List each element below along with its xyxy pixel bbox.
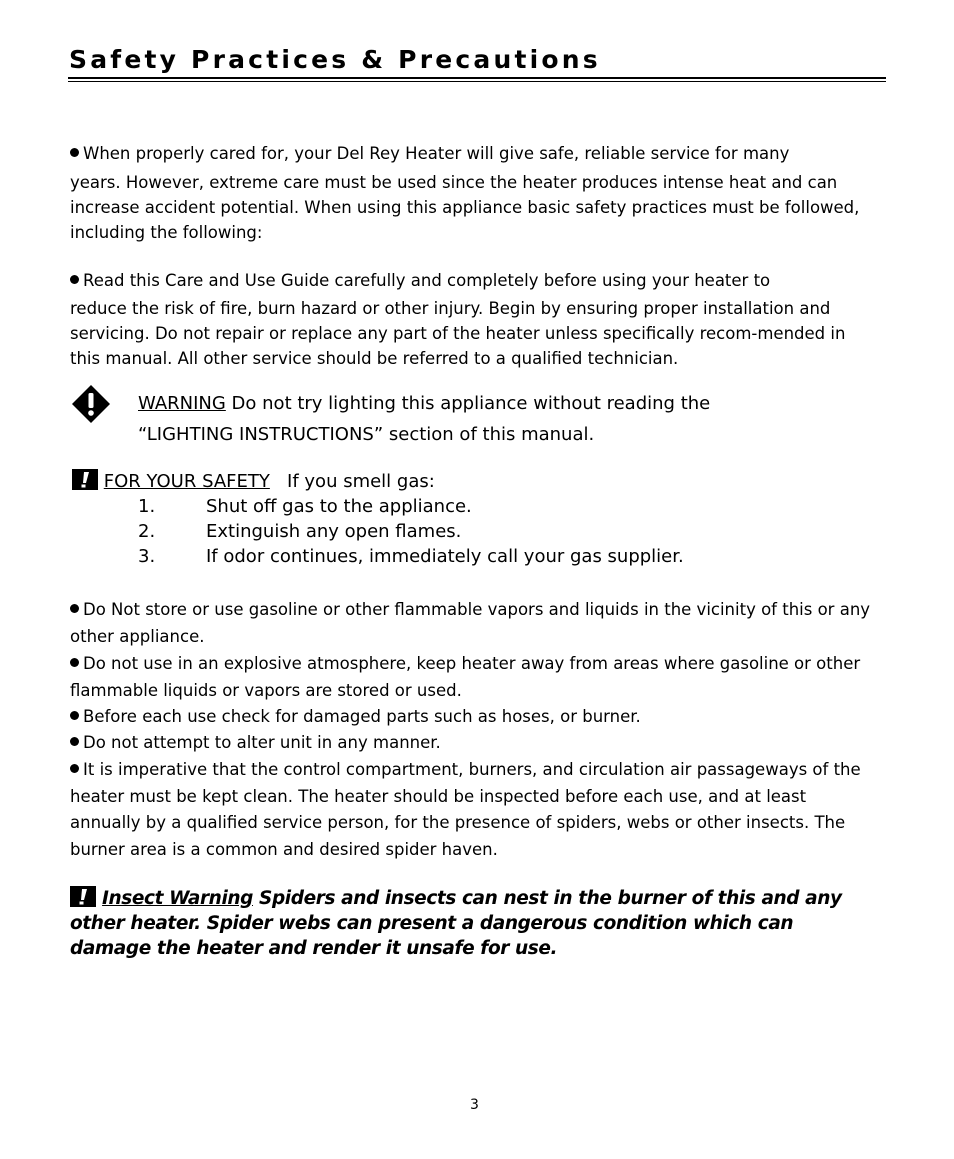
bullet-dot — [70, 275, 79, 284]
warning-block — [138, 388, 838, 450]
intro-rest: years. However, extreme care must be used since the heater produces intense heat and can increase accident potential. When using this appliance basic safety practices must be followed, including the following: — [70, 173, 860, 242]
title-rule-thick — [68, 77, 886, 79]
page-number: 3 — [470, 1097, 479, 1113]
bullet-text: It is imperative that the control compartment, burners, and circulation air passageways of the heater must be kept clean. The heater should be inspected before each use, and at least annually by a qualified service person, for the presence of spiders, webs or other insects. The burner area is a common and desired spider haven. — [70, 760, 861, 859]
step-number: 3. — [138, 546, 156, 567]
warning-label: WARNING — [138, 393, 226, 414]
read-guide-paragraph — [70, 268, 880, 371]
bullet-dot — [70, 658, 79, 667]
step-text: Extinguish any open flames. — [206, 521, 462, 542]
bullet-paragraph — [70, 651, 880, 704]
step-number: 2. — [138, 521, 156, 542]
bullet-paragraph — [70, 704, 880, 731]
step-number: 1. — [138, 496, 156, 517]
safety-step — [138, 544, 684, 569]
insect-warning-label: Insect Warning — [102, 888, 253, 909]
page-title: Safety Practices & Precautions — [69, 45, 601, 74]
bullet-dot — [70, 711, 79, 720]
bullet-dot — [70, 737, 79, 746]
warning-text-line1: Do not try lighting this appliance without reading the — [225, 393, 711, 414]
safety-label: FOR YOUR SAFETY — [103, 471, 270, 492]
exclamation-square-icon — [70, 886, 96, 907]
insect-warning-block — [70, 886, 880, 961]
bullet-text: Do not use in an explosive atmosphere, keep heater away from areas where gasoline or other flammable liquids or vapors are stored or used. — [70, 654, 861, 700]
read-guide-first-line: Read this Care and Use Guide carefully and completely before using your heater to — [83, 271, 771, 290]
insect-warning-text: Spiders and insects can nest in the burner of this and any other heater. Spider webs can present a dangerous condition which can damage the heater and render it unsafe for use. — [70, 888, 842, 959]
bullet-paragraph — [70, 730, 880, 757]
safety-lead: If you smell gas: — [287, 471, 435, 492]
bullet-dot — [70, 764, 79, 773]
bullet-text: Do not attempt to alter unit in any manner. — [83, 733, 441, 752]
bullet-dot — [70, 148, 79, 157]
safety-block — [72, 469, 872, 494]
read-guide-rest: reduce the risk of fire, burn hazard or other injury. Begin by ensuring proper installation and servicing. Do not repair or replace any part of the heater unless specifically recom-mended in this manual. All other service should be referred to a qualified technician. — [70, 299, 846, 368]
bullet-text: Do Not store or use gasoline or other flammable vapors and liquids in the vicinity of this or any other appliance. — [70, 600, 871, 646]
step-text: If odor continues, immediately call your gas supplier. — [206, 546, 684, 567]
intro-first-line: When properly cared for, your Del Rey Heater will give safe, reliable service for many — [83, 144, 790, 163]
safety-step — [138, 519, 684, 544]
bullet-dot — [70, 604, 79, 613]
exclamation-square-icon — [72, 469, 98, 490]
exclamation-diamond-icon — [72, 385, 110, 423]
bullet-paragraph — [70, 757, 880, 863]
bullet-text: Before each use check for damaged parts such as hoses, or burner. — [83, 707, 641, 726]
warning-text-line2: “LIGHTING INSTRUCTIONS” section of this manual. — [138, 424, 595, 445]
bullet-paragraph — [70, 597, 880, 650]
title-rule-thin — [68, 81, 886, 82]
step-text: Shut off gas to the appliance. — [206, 496, 472, 517]
intro-paragraph — [70, 141, 880, 245]
safety-step — [138, 494, 684, 519]
safety-steps — [138, 494, 684, 569]
